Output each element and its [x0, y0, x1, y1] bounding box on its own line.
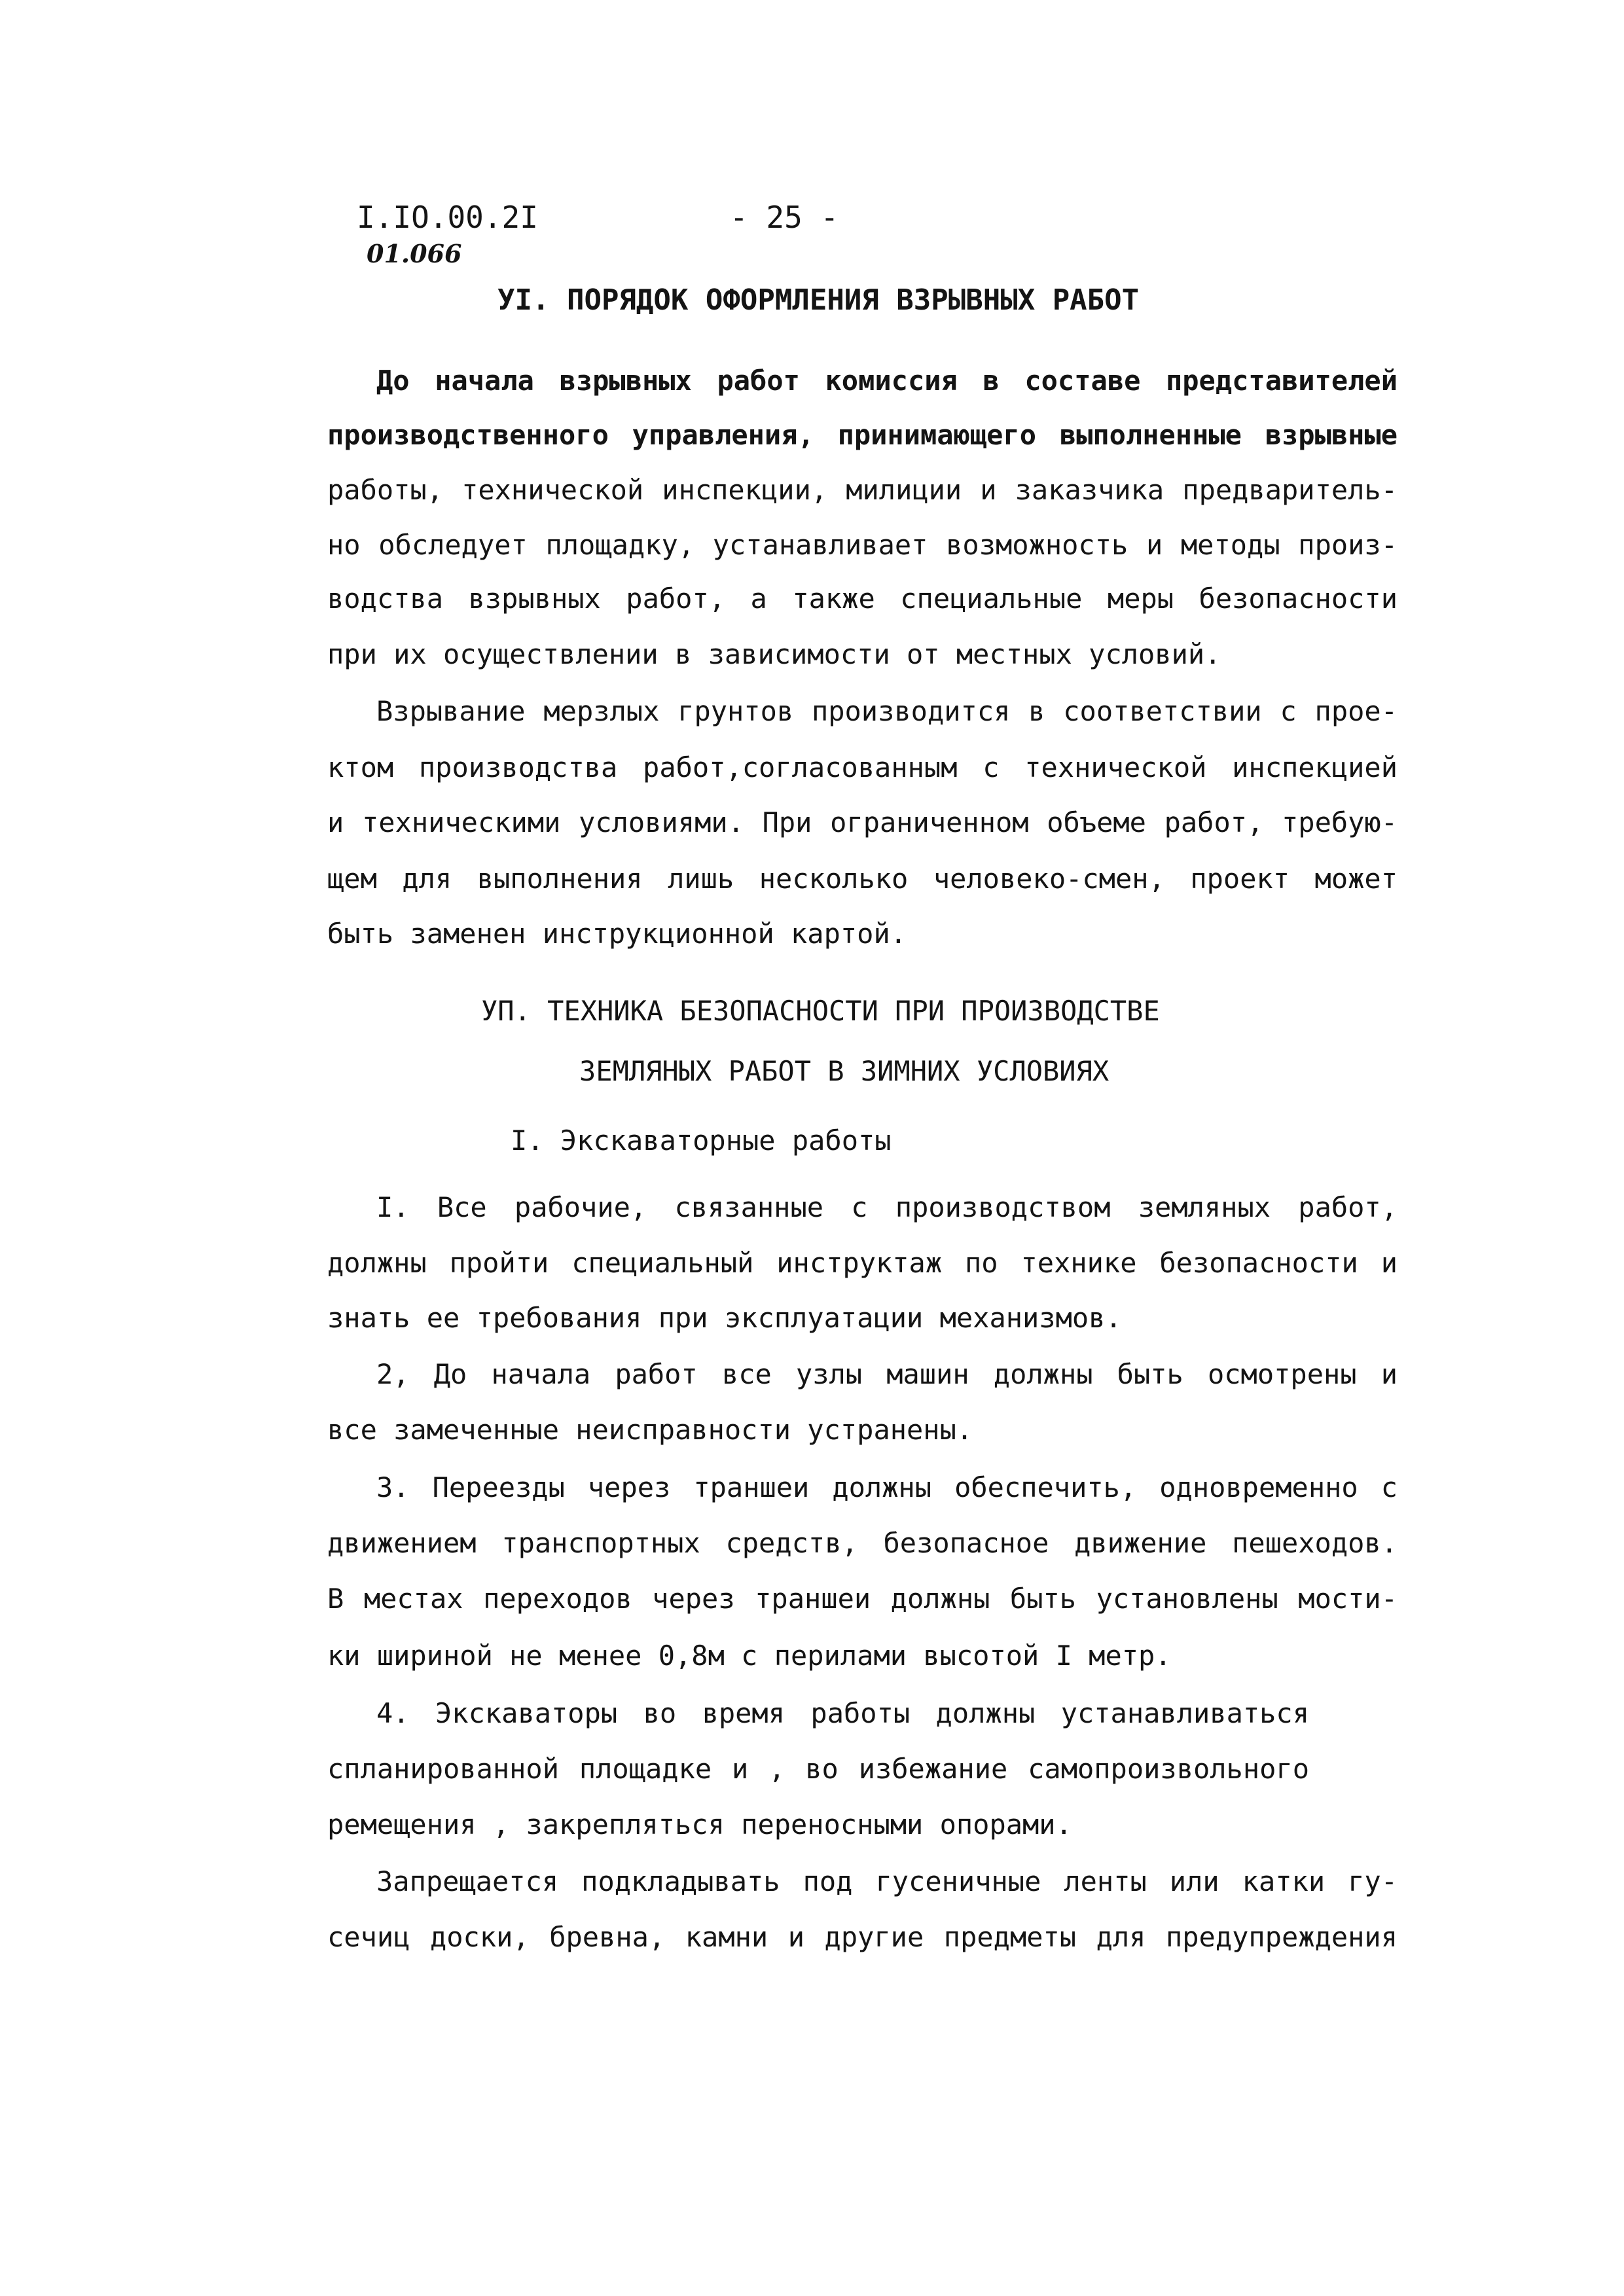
subsection-title: I. Экскаваторные работы — [511, 1124, 892, 1157]
paragraph-line: Взрывание мерзлых грунтов производится в соответствии с прое- — [376, 695, 1398, 727]
paragraph-line: производственного управления, принимающего выполненные взрывные — [327, 419, 1398, 451]
paragraph-line: I. Все рабочие, связанные с производством земляных работ, — [376, 1191, 1398, 1223]
paragraph-line: ки шириной не менее 0,8м с перилами высотой I метр. — [327, 1640, 1172, 1672]
paragraph-line: 4. Экскаваторы во время работы должны устанавливаться — [376, 1697, 1309, 1729]
handwritten-note: 01.066 — [367, 239, 462, 268]
paragraph-line: щем для выполнения лишь несколько человеко-смен, проект может — [327, 863, 1398, 895]
paragraph-line: спланированной площадке и , во избежание самопроизвольного — [327, 1753, 1309, 1785]
paragraph-line: ктом производства работ,согласованным с технической инспекцией — [327, 751, 1398, 783]
document-code: I.IO.00.2I — [357, 200, 538, 235]
paragraph-line: До начала взрывных работ комиссия в составе представителей — [376, 365, 1398, 397]
paragraph-line: быть заменен инструкционной картой. — [327, 918, 907, 950]
section-7-title-continued: ЗЕМЛЯНЫХ РАБОТ В ЗИМНИХ УСЛОВИЯХ — [579, 1055, 1110, 1087]
paragraph-line: ремещения , закрепляться переносными опорами. — [327, 1808, 1072, 1840]
page-number: - 25 - — [730, 200, 839, 235]
paragraph-line: 3. Переезды через траншеи должны обеспечить, одновременно с — [376, 1471, 1398, 1503]
paragraph-line: но обследует площадку, устанавливает возможность и методы произ- — [327, 529, 1398, 561]
paragraph-line: работы, технической инспекции, милиции и заказчика предваритель- — [327, 474, 1398, 506]
paragraph-line: движением транспортных средств, безопасное движение пешеходов. — [327, 1527, 1398, 1559]
paragraph-line: знать ее требования при эксплуатации механизмов. — [327, 1302, 1122, 1334]
paragraph-line: и техническими условиями. При ограниченном объеме работ, требую- — [327, 806, 1398, 838]
section-6-title: УI. ПОРЯДОК ОФОРМЛЕНИЯ ВЗРЫВНЫХ РАБОТ — [497, 283, 1140, 317]
section-7-title: УП. ТЕХНИКА БЕЗОПАСНОСТИ ПРИ ПРОИЗВОДСТВЕ — [481, 995, 1160, 1027]
paragraph-line: водства взрывных работ, а также специальные меры безопасности — [327, 583, 1398, 615]
paragraph-line: должны пройти специальный инструктаж по технике безопасности и — [327, 1247, 1398, 1279]
paragraph-line: все замеченные неисправности устранены. — [327, 1414, 973, 1446]
paragraph-line: сечиц доски, бревна, камни и другие предметы для предупреждения — [327, 1921, 1398, 1953]
paragraph-line: при их осуществлении в зависимости от местных условий. — [327, 638, 1221, 670]
paragraph-line: 2, До начала работ все узлы машин должны быть осмотрены и — [376, 1358, 1398, 1390]
paragraph-line: Запрещается подкладывать под гусеничные ленты или катки гу- — [376, 1865, 1398, 1897]
paragraph-line: В местах переходов через траншеи должны быть установлены мости- — [327, 1583, 1398, 1615]
